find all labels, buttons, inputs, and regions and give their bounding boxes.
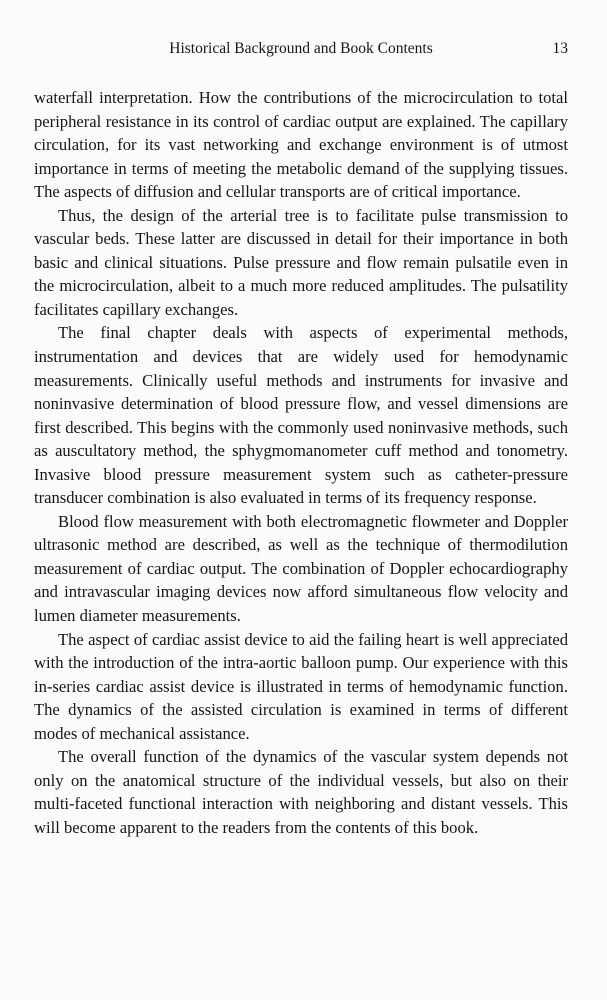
running-title: Historical Background and Book Contents <box>169 40 433 57</box>
paragraph: The aspect of cardiac assist device to aid the failing heart is well appreciated with the introduction of the intra-aortic balloon pump. Our experience with this in-series cardiac assist device is illustrated in terms of hemodynamic function. The dynamics of the assisted circulation is examined in terms of different modes of mechanical assistance. <box>34 629 568 743</box>
paragraph: Thus, the design of the arterial tree is to facilitate pulse transmission to vascular beds. These latter are discussed in detail for their importance in both basic and clinical situations. Pulse pressure and flow remain pulsatile even in the microcirculation, albeit to a much more reduced amplitudes. The pulsatility facilitates capillary exchanges. <box>34 205 568 319</box>
paragraph: Blood flow measurement with both electromagnetic flowmeter and Doppler ultrasonic method are described, as well as the technique of thermodilution measurement of cardiac output. The combination of Doppler echocardiography and intravascular imaging devices now afford simultaneous flow velocity and lumen diameter measurements. <box>34 511 568 626</box>
body-text <box>34 86 568 840</box>
paragraph: The overall function of the dynamics of the vascular system depends not only on the anatomical structure of the individual vessels, but also on their multi-faceted functional interaction with neighboring and distant vessels. This will become apparent to the readers from the contents of this book. <box>34 747 568 837</box>
paragraph: The final chapter deals with aspects of experimental methods, instrumentation and devices that are widely used for hemodynamic measurements. Clinically useful methods and instruments for invasive and noninvasive determination of blood pressure flow, and vessel dimensions are first described. This begins with the commonly used noninvasive methods, such as auscultatory method, the sphygmomanometer cuff method and tonometry. Invasive blood pressure measurement system such as catheter-pressure transducer combination is also evaluated in terms of its frequency response. <box>34 323 568 508</box>
page-number: 13 <box>552 40 568 57</box>
paragraph: waterfall interpretation. How the contributions of the microcirculation to total peripheral resistance in its control of cardiac output are explained. The capillary circulation, for its vast networking and exchange environment is of utmost importance in terms of meeting the metabolic demand of the supplying tissues. The aspects of diffusion and cellular transports are of critical importance. <box>34 88 568 202</box>
running-header <box>34 40 568 64</box>
